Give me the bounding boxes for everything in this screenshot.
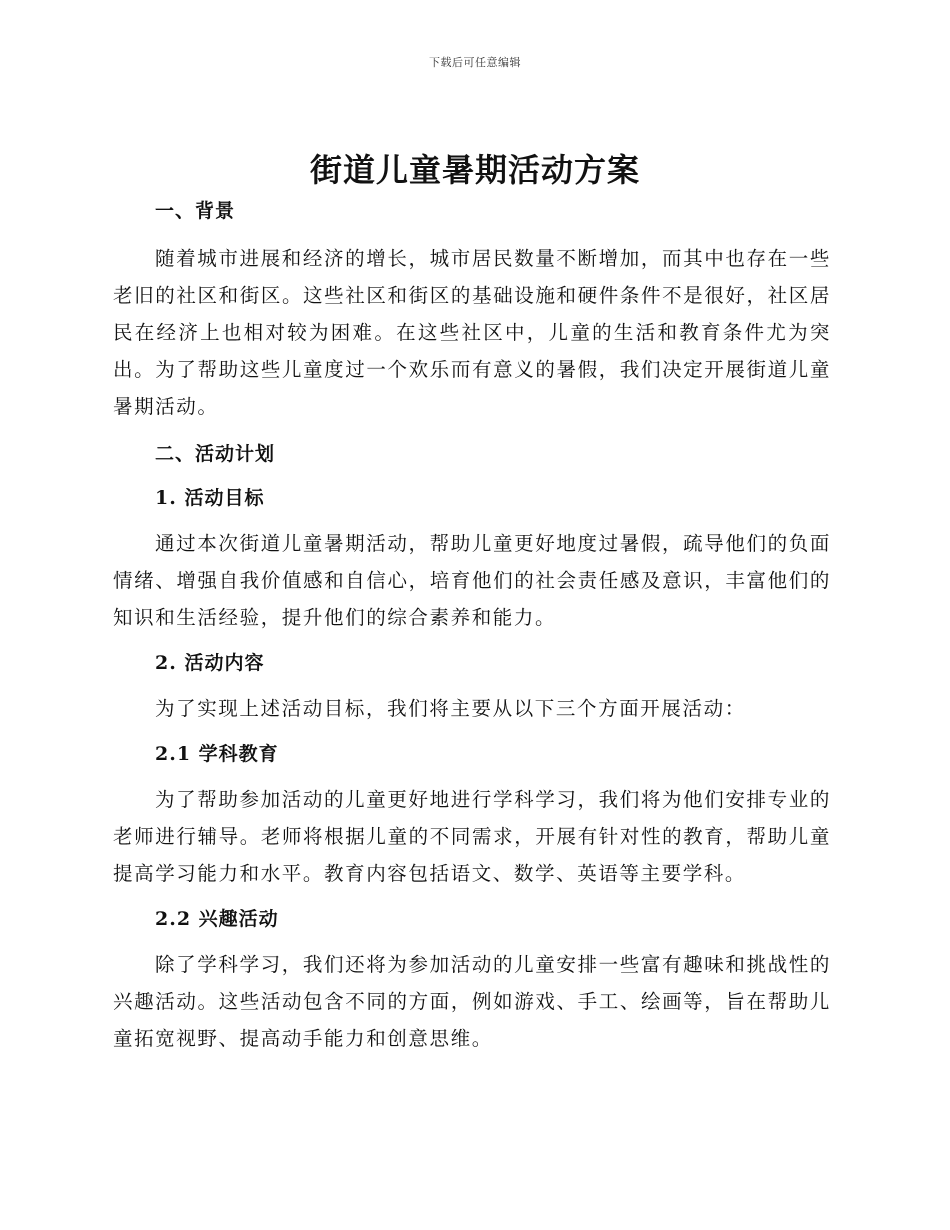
document-body bbox=[113, 194, 831, 1057]
header-note: 下载后可任意编辑 bbox=[429, 56, 521, 69]
subsection-heading-subject-education: 2.1 学科教育 bbox=[155, 743, 279, 765]
goal-paragraph: 通过本次街道儿童暑期活动，帮助儿童更好地度过暑假，疏导他们的负面情绪、增强自我价值感和自信心，培育他们的社会责任感及意识，丰富他们的知识和生活经验，提升他们的综合素养和能力。 bbox=[113, 532, 831, 629]
content-intro-paragraph: 为了实现上述活动目标，我们将主要从以下三个方面开展活动： bbox=[155, 697, 746, 720]
section-heading-plan: 二、活动计划 bbox=[155, 443, 276, 465]
interest-activities-paragraph: 除了学科学习，我们还将为参加活动的儿童安排一些富有趣味和挑战性的兴趣活动。这些活动包含不同的方面，例如游戏、手工、绘画等，旨在帮助儿童拓宽视野、提高动手能力和创意思维。 bbox=[113, 953, 831, 1050]
section-heading-background: 一、背景 bbox=[155, 200, 236, 222]
subsection-heading-goal: 1. 活动目标 bbox=[155, 487, 265, 509]
subject-education-paragraph: 为了帮助参加活动的儿童更好地进行学科学习，我们将为他们安排专业的老师进行辅导。老师将根据儿童的不同需求，开展有针对性的教育，帮助儿童提高学习能力和水平。教育内容包括语文、数学、英语等主要学科。 bbox=[113, 788, 831, 885]
document-title: 街道儿童暑期活动方案 bbox=[309, 151, 640, 189]
background-paragraph: 随着城市进展和经济的增长，城市居民数量不断增加，而其中也存在一些老旧的社区和街区。这些社区和街区的基础设施和硬件条件不是很好，社区居民在经济上也相对较为困难。在这些社区中，儿童的生活和教育条件尤为突出。为了帮助这些儿童度过一个欢乐而有意义的暑假，我们决定开展街道儿童暑期活动。 bbox=[113, 247, 831, 418]
subsection-heading-interest-activities: 2.2 兴趣活动 bbox=[155, 908, 279, 930]
subsection-heading-content: 2. 活动内容 bbox=[155, 652, 265, 674]
